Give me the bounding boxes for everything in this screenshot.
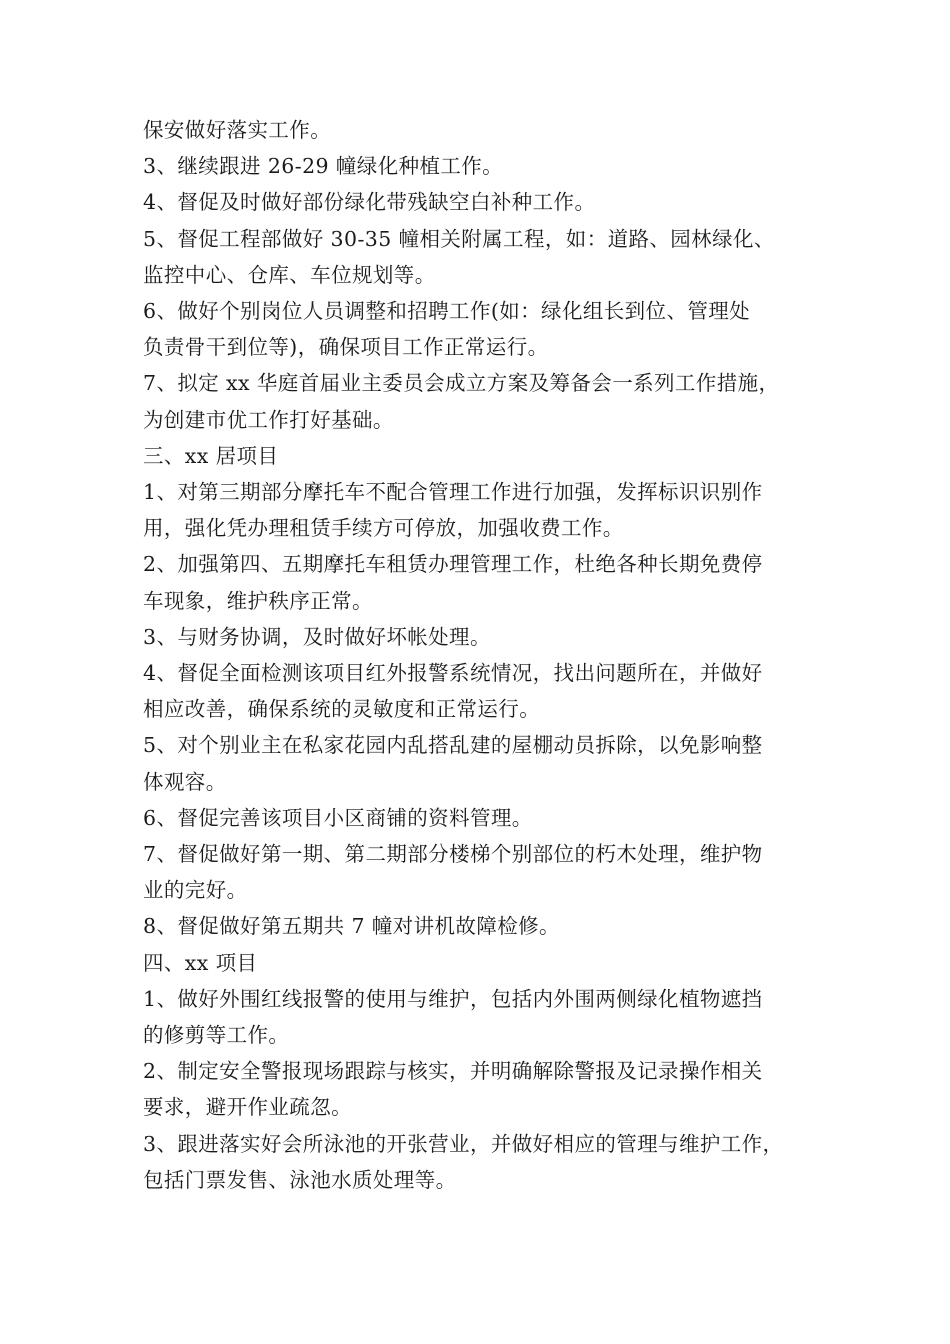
- text-line: 2、制定安全警报现场跟踪与核实，并明确解除警报及记录操作相关: [143, 1059, 763, 1084]
- text-line: 4、督促及时做好部份绿化带残缺空白补种工作。: [143, 190, 596, 215]
- text-line: 车现象，维护秩序正常。: [143, 588, 373, 613]
- text-line: 体观容。: [143, 769, 227, 794]
- text-line: 3、继续跟进 26-29 幢绿化种植工作。: [143, 154, 504, 179]
- text-line: 7、督促做好第一期、第二期部分楼梯个别部位的朽木处理，维护物: [143, 842, 763, 867]
- text-line: 3、跟进落实好会所泳池的开张营业，并做好相应的管理与维护工作，: [143, 1131, 784, 1156]
- text-line: 1、做好外围红线报警的使用与维护，包括内外围两侧绿化植物遮挡: [143, 986, 763, 1011]
- text-line: 业的完好。: [143, 878, 248, 903]
- text-line: 要求，避开作业疏忽。: [143, 1095, 352, 1120]
- text-line: 5、对个别业主在私家花园内乱搭乱建的屋棚动员拆除，以免影响整: [143, 733, 763, 758]
- section-heading: 三、xx 居项目: [143, 443, 279, 468]
- text-line: 保安做好落实工作。: [143, 118, 332, 142]
- text-line: 3、与财务协调，及时做好坏帐处理。: [143, 624, 491, 649]
- text-line: 4、督促全面检测该项目红外报警系统情况，找出问题所在，并做好: [143, 661, 763, 686]
- text-line: 包括门票发售、泳池水质处理等。: [143, 1167, 457, 1192]
- text-line: 用，强化凭办理租赁手续方可停放，加强收费工作。: [143, 516, 624, 541]
- text-line: 5、督促工程部做好 30-35 幢相关附属工程，如：道路、园林绿化、: [143, 226, 775, 251]
- text-line: 监控中心、仓库、车位规划等。: [143, 262, 436, 287]
- text-line: 6、做好个别岗位人员调整和招聘工作(如：绿化组长到位、管理处: [143, 299, 751, 324]
- text-line: 负责骨干到位等)，确保项目工作正常运行。: [143, 335, 549, 360]
- text-line: 为创建市优工作打好基础。: [143, 407, 394, 432]
- text-line: 1、对第三期部分摩托车不配合管理工作进行加强，发挥标识识别作: [143, 480, 763, 505]
- document-body: [143, 112, 813, 1198]
- text-line: 7、拟定 xx 华庭首届业主委员会成立方案及筹备会一系列工作措施，: [143, 371, 780, 396]
- text-line: 的修剪等工作。: [143, 1023, 290, 1048]
- text-line: 相应改善，确保系统的灵敏度和正常运行。: [143, 697, 541, 722]
- text-line: 6、督促完善该项目小区商铺的资料管理。: [143, 805, 533, 830]
- section-heading: 四、xx 项目: [143, 950, 258, 975]
- text-line: 8、督促做好第五期共 7 幢对讲机故障检修。: [143, 914, 560, 939]
- text-line: 2、加强第四、五期摩托车租赁办理管理工作，杜绝各种长期免费停: [143, 552, 763, 577]
